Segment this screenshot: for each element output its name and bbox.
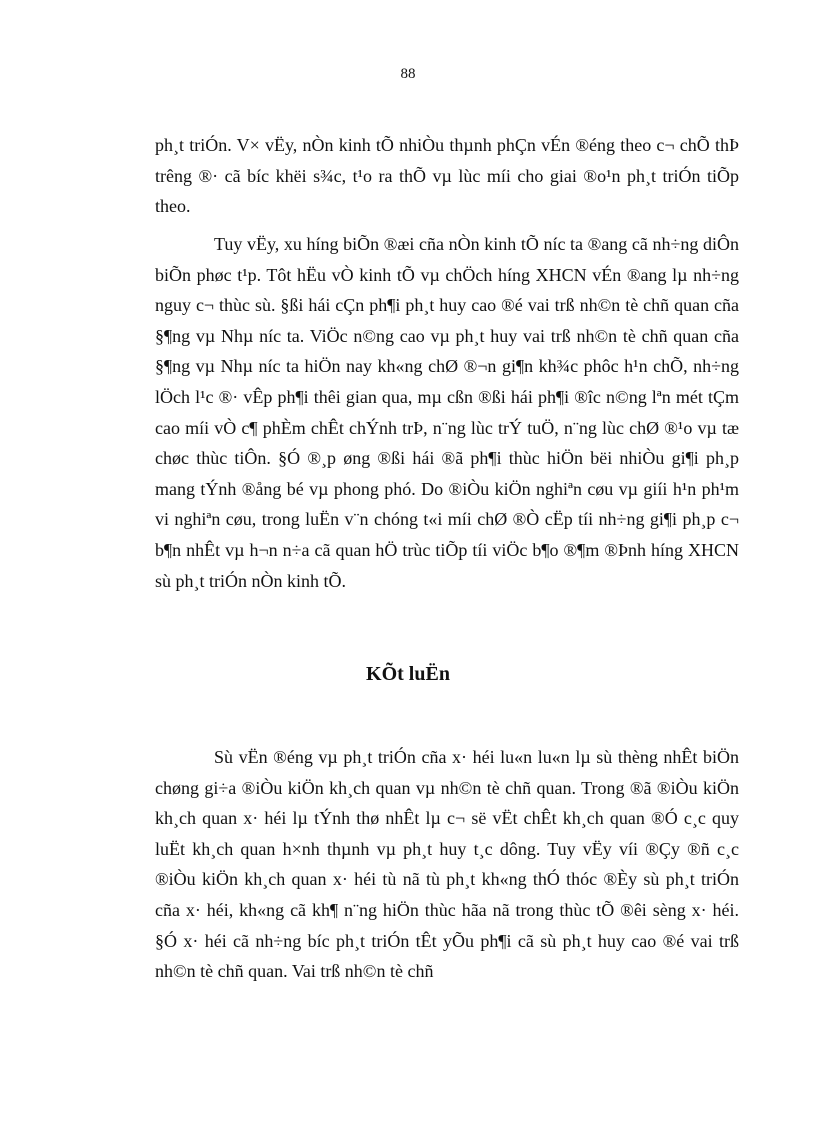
- conclusion-paragraph: [155, 742, 739, 987]
- paragraph-1: [155, 130, 739, 222]
- conclusion-paragraph-text: Sù vËn ®éng vµ ph¸t triÓn cña x· héi lu«n lu«n lµ sù thèng nhÊt biÖn chøng gi÷a ®iÒu kiÖn kh¸ch quan vµ nh©n tè chñ quan. Trong ®ã ®iÒu kiÖn kh¸ch quan x· héi lµ tÝnh thø nhÊt lµ c¬ së vËt chÊt kh¸ch quan ®Ó c¸c quy luËt kh¸ch quan h×nh thµnh vµ ph¸t huy t¸c dông. Tuy vËy víi ®Çy ®ñ c¸c ®iÒu kiÖn kh¸ch quan x· héi tù nã tù ph¸t kh«ng thÓ thóc ®Èy sù ph¸t triÓn cña x· héi, kh«ng cã kh¶ n¨ng hiÖn thùc hãa nã trong thùc tÕ ®êi sèng x· héi. §Ó x· héi cã nh÷ng bíc ph¸t triÓn tÊt yÕu ph¶i cã sù ph¸t huy cao ®é vai trß nh©n tè chñ quan. Vai trß nh©n tè chñ: [155, 747, 739, 982]
- section-heading: KÕt luËn: [366, 663, 450, 685]
- paragraph-2-text: Tuy vËy, xu híng biÕn ®æi cña nÒn kinh tÕ níc ta ®ang cã nh÷ng diÔn biÕn phøc t¹p. Tôt hËu vÒ kinh tÕ vµ chÖch híng XHCN vÉn ®ang lµ nh÷ng nguy c¬ thùc sù. §ßi hái cÇn ph¶i ph¸t huy cao ®é vai trß nh©n tè chñ quan cña §¶ng vµ Nhµ níc ta. ViÖc n©ng cao vµ ph¸t huy vai trß nh©n tè chñ quan cña §¶ng vµ Nhµ níc ta hiÖn nay kh«ng chØ ®¬n gi¶n kh¾c phôc h¹n chÕ, nh÷ng lÖch l¹c ®· vÊp ph¶i thêi gian qua, mµ cßn ®ßi hái ph¶i ®îc n©ng lªn mét tÇm cao míi vÒ c¶ phÈm chÊt chÝnh trÞ, n¨ng lùc trÝ tuÖ, n¨ng lùc chØ ®¹o vµ tæ chøc thùc tiÔn. §Ó ®¸p øng ®ßi hái ®ã ph¶i thùc hiÖn bëi nhiÒu gi¶i ph¸p mang tÝnh ®ång bé vµ phong phó. Do ®iÒu kiÖn nghiªn cøu vµ giíi h¹n ph¹m vi nghiªn cøu, trong luËn v¨n chóng t«i míi chØ ®Ò cËp tíi nh÷ng gi¶i ph¸p c¬ b¶n nhÊt vµ h¬n n÷a cã quan hÖ trùc tiÕp tíi viÖc b¶o ®¶m ®Þnh híng XHCN sù ph¸t triÓn nÒn kinh tÕ.: [155, 234, 739, 591]
- paragraph-1-text: ph¸t triÓn. V× vËy, nÒn kinh tÕ nhiÒu thµnh phÇn vÉn ®éng theo c¬ chÕ thÞ trêng ®· cã bíc khëi s¾c, t¹o ra thÕ vµ lùc míi cho giai ®o¹n ph¸t triÓn tiÕp theo.: [155, 135, 739, 217]
- paragraph-2: [155, 229, 739, 596]
- page-number: 88: [400, 66, 416, 82]
